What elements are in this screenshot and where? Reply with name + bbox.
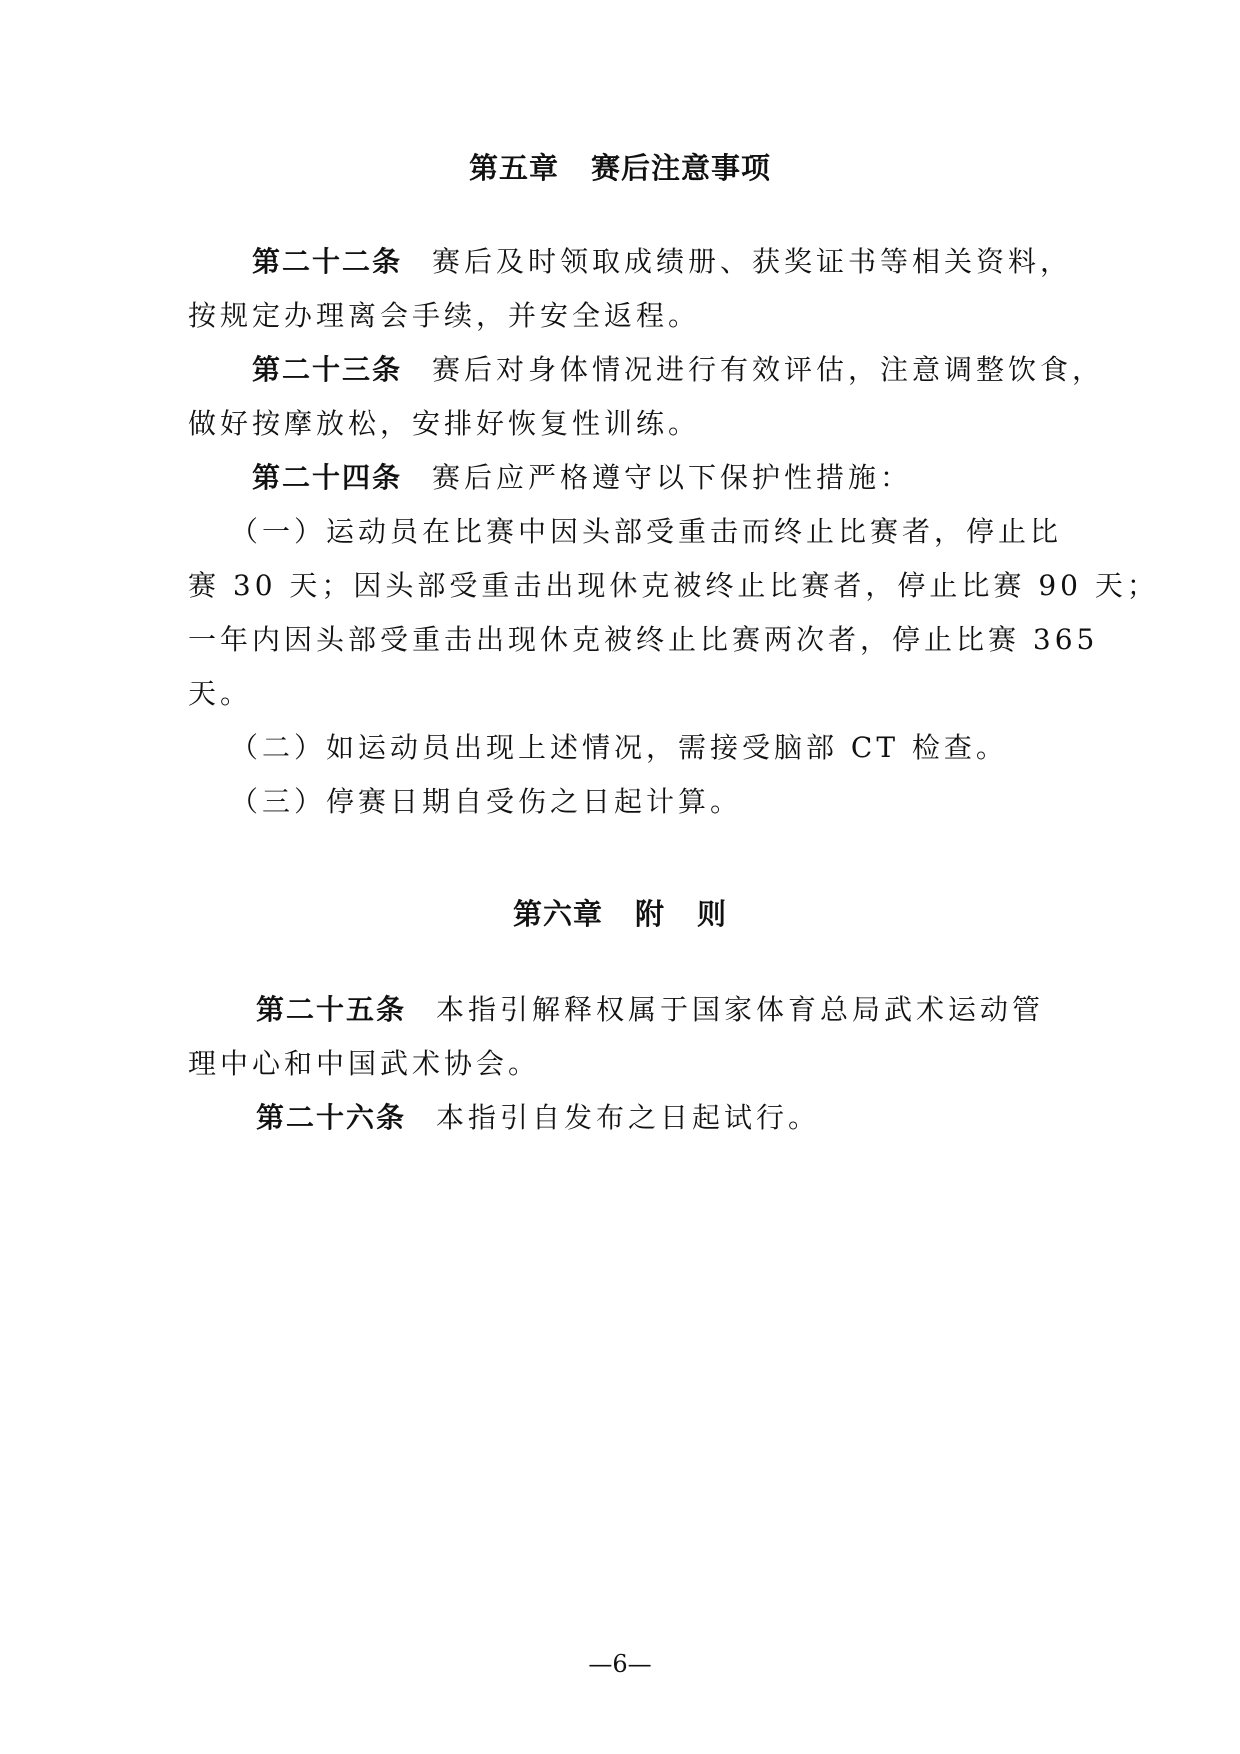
article-22-text-1: 赛后及时领取成绩册、获奖证书等相关资料， xyxy=(432,245,1073,278)
article-26-label: 第二十六条 xyxy=(256,1101,407,1134)
article-26-text-1: 本指引自发布之日起试行。 xyxy=(436,1101,821,1134)
chapter-6-heading xyxy=(0,892,1240,933)
article-24-text-1: 赛后应严格遵守以下保护性措施： xyxy=(432,461,913,494)
article-26-line-1 xyxy=(256,1100,1126,1136)
article-24-label: 第二十四条 xyxy=(252,461,403,494)
article-23-line-2: 做好按摩放松，安排好恢复性训练。 xyxy=(188,407,701,440)
article-25-text-1: 本指引解释权属于国家体育总局武术运动管 xyxy=(436,993,1045,1026)
article-24-item-1-line-1: （一）运动员在比赛中因头部受重击而终止比赛者，停止比 xyxy=(230,515,1063,548)
chapter-5-number: 第五章 xyxy=(468,151,559,185)
chapter-6-title-b: 则 xyxy=(697,897,728,931)
article-22-line-1 xyxy=(252,244,1122,280)
chapter-5-title: 赛后注意事项 xyxy=(591,151,772,185)
article-24-item-1-line-4: 天。 xyxy=(188,677,253,710)
article-23-text-1: 赛后对身体情况进行有效评估，注意调整饮食， xyxy=(432,353,1105,386)
chapter-6-number: 第六章 xyxy=(512,897,603,931)
article-23-line-1 xyxy=(252,352,1122,388)
article-24-item-3: （三）停赛日期自受伤之日起计算。 xyxy=(230,785,743,818)
article-22-line-2: 按规定办理离会手续，并安全返程。 xyxy=(188,299,701,332)
article-25-line-2: 理中心和中国武术协会。 xyxy=(188,1047,541,1080)
article-22-label: 第二十二条 xyxy=(252,245,403,278)
article-24-item-1-line-3: 一年内因头部受重击出现休克被终止比赛两次者，停止比赛 365 xyxy=(188,623,1099,656)
article-24-item-1-line-2: 赛 30 天；因头部受重击出现休克被终止比赛者，停止比赛 90 天； xyxy=(188,569,1159,602)
article-25-line-1 xyxy=(256,992,1126,1028)
chapter-6-title-a: 附 xyxy=(634,897,665,931)
page-number: —6— xyxy=(588,1650,652,1678)
article-24-item-2: （二）如运动员出现上述情况，需接受脑部 CT 检查。 xyxy=(230,731,1008,764)
article-24-line-1 xyxy=(252,460,1122,496)
chapter-5-heading xyxy=(0,146,1240,187)
article-23-label: 第二十三条 xyxy=(252,353,403,386)
article-25-label: 第二十五条 xyxy=(256,993,407,1026)
